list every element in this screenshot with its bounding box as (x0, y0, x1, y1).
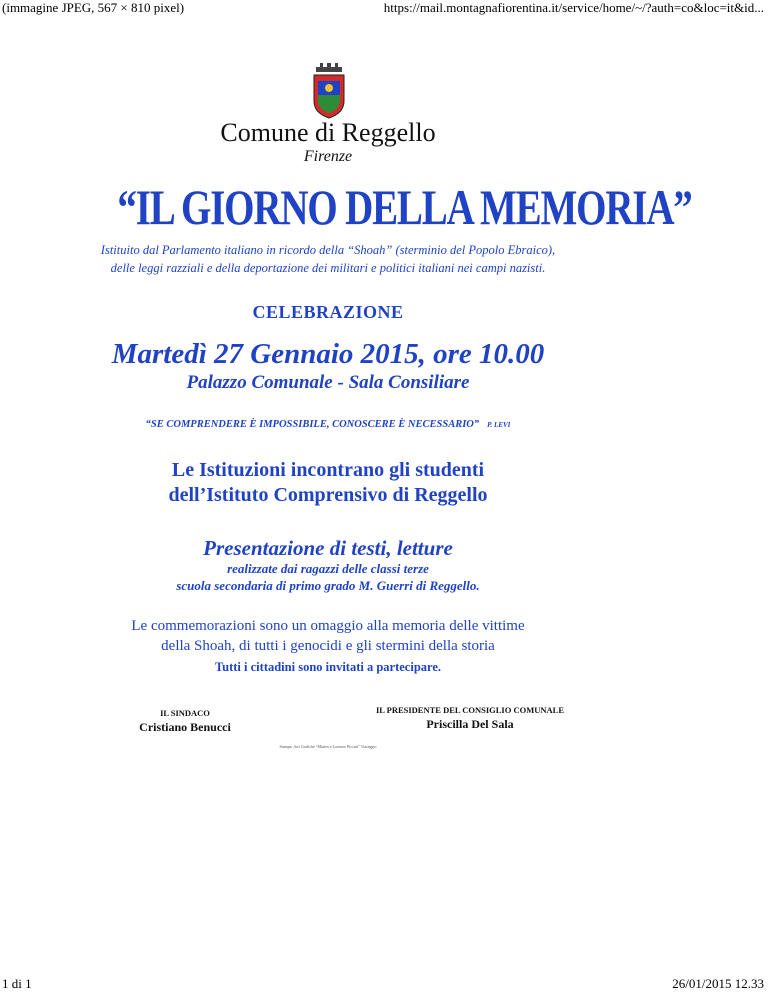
president-name: Priscilla Del Sala (426, 717, 514, 731)
invitation-text: Tutti i cittadini sono invitati a partecipare. (214, 660, 442, 674)
print-note: Stampa: Arti Grafiche “Matteo e Lorenzo Piccini” Viareggio (279, 744, 377, 749)
quote-author: P. LEVI (487, 421, 511, 429)
intro-text (58, 241, 598, 277)
event-place: Palazzo Comunale - Sala Consiliare (186, 372, 470, 393)
browser-header-title: (immagine JPEG, 567 × 810 pixel) (2, 0, 185, 15)
quote (58, 419, 598, 430)
presentation-sub-1: realizzate dai ragazzi delle classi terze (227, 561, 429, 576)
meeting-line-2: dell’Istituto Comprensivo di Reggello (168, 484, 488, 506)
signature-mayor (120, 708, 250, 735)
comune-name: Comune di Reggello (220, 118, 436, 147)
intro-line-1: Istituito dal Parlamento italiano in ricordo della “Shoah” (sterminio del Popolo Ebraico), (100, 243, 556, 257)
presentation-sub (58, 560, 598, 594)
event-date: Martedì 27 Gennaio 2015, ore 10.00 (111, 338, 545, 370)
mayor-name: Cristiano Benucci (139, 720, 231, 734)
commemoration-line-1: Le commemorazioni sono un omaggio alla memoria delle vittime (131, 618, 525, 634)
presentation-sub-2: scuola secondaria di primo grado M. Guerri di Reggello. (176, 578, 480, 593)
commemoration-text (58, 616, 598, 656)
browser-header-url: https://mail.montagnafiorentina.it/service/home/~/?auth=co&loc=it&id... (383, 0, 764, 15)
meeting-text (58, 458, 598, 508)
page-count: 1 di 1 (2, 976, 32, 991)
quote-text: “SE COMPRENDERE È IMPOSSIBILE, CONOSCERE È NECESSARIO” (145, 419, 480, 430)
commemoration-line-2: della Shoah, di tutti i genocidi e gli stermini della storia (161, 638, 495, 654)
president-role: IL PRESIDENTE DEL CONSIGLIO COMUNALE (376, 705, 564, 715)
presentation-heading: Presentazione di testi, letture (203, 536, 453, 560)
celebration-heading: CELEBRAZIONE (252, 302, 404, 322)
intro-line-2: delle leggi razziali e della deportazione dei militari e politici italiani nei campi nazisti. (110, 261, 546, 275)
mayor-role: IL SINDACO (160, 708, 210, 718)
province-name: Firenze (303, 148, 353, 165)
print-timestamp: 26/01/2015 12.33 (672, 976, 764, 991)
coat-of-arms-icon (312, 63, 346, 119)
signature-president (360, 705, 580, 732)
poster-title: “IL GIORNO DELLA MEMORIA” (117, 179, 692, 235)
meeting-line-1: Le Istituzioni incontrano gli studenti (171, 459, 485, 481)
